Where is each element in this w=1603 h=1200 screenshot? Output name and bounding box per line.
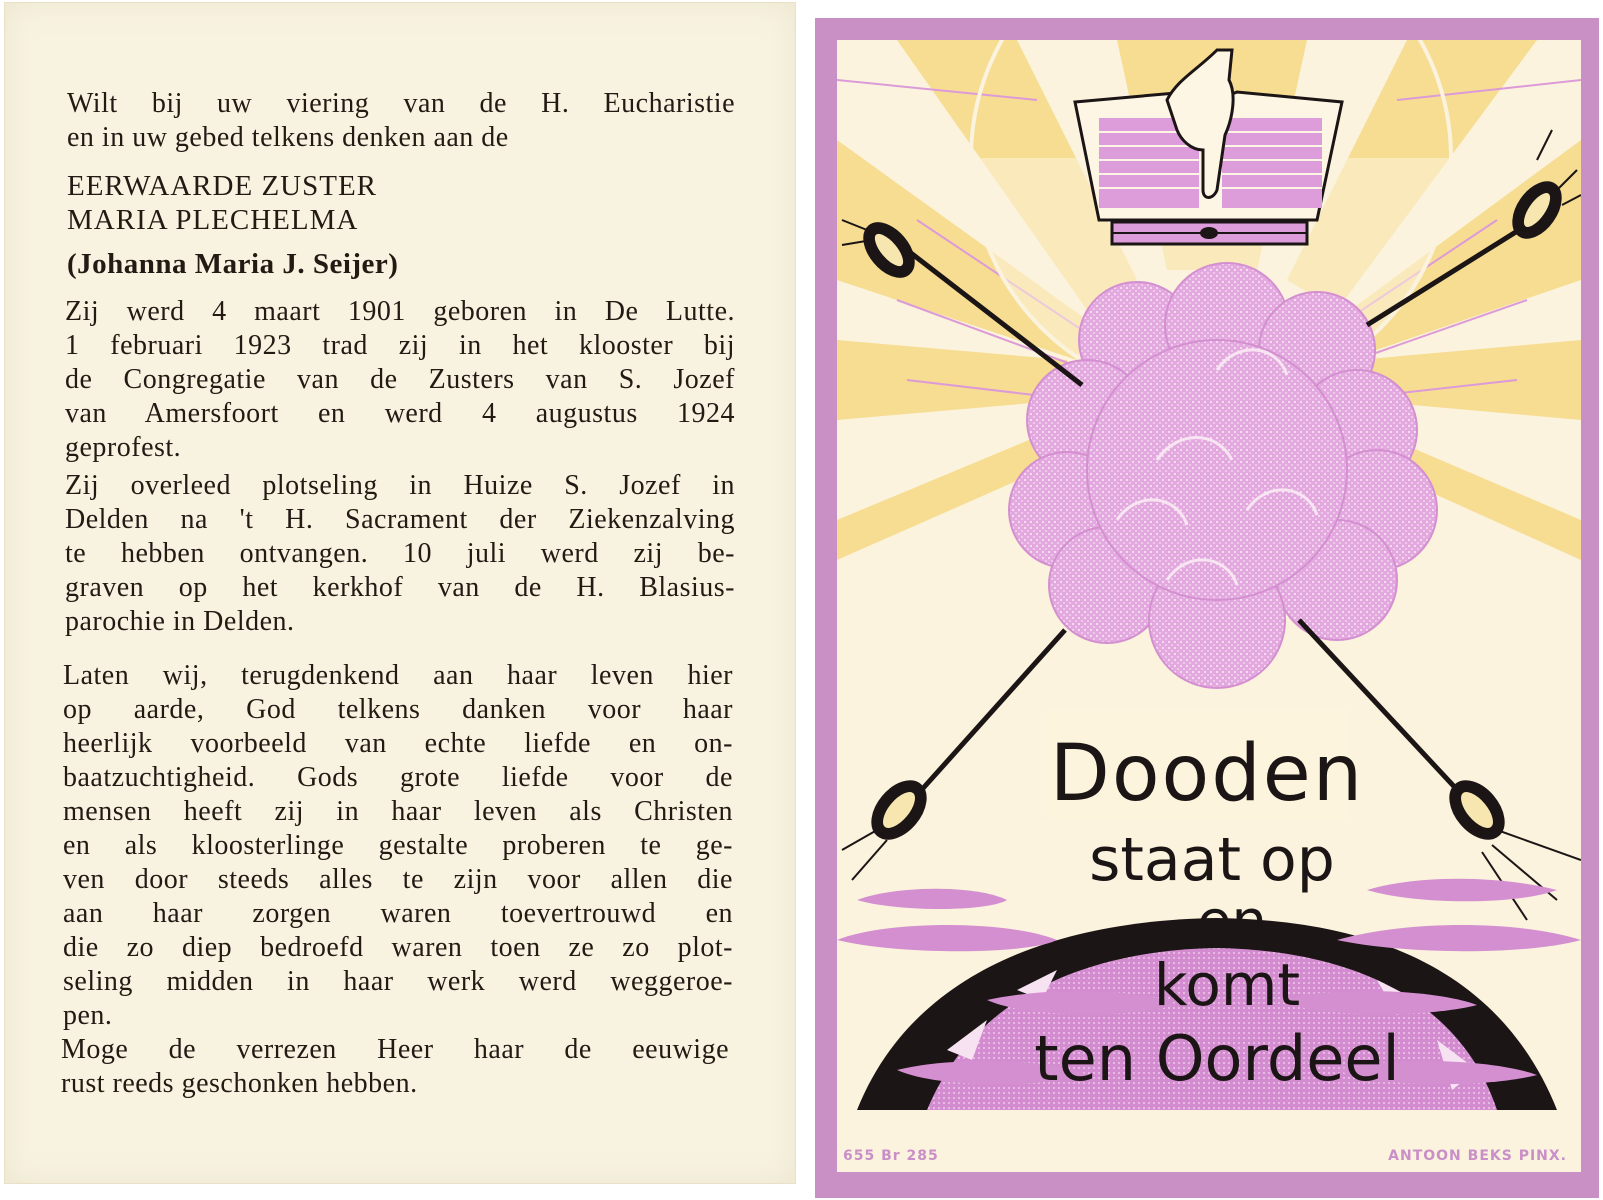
deceased-name: MARIA PLECHELMA — [67, 204, 359, 236]
intro-line: Wilt bij uw viering van de H. Eucharistie — [67, 88, 735, 119]
deceased-title: EERWAARDE ZUSTER — [67, 170, 378, 202]
title-line: komt — [1153, 951, 1301, 1019]
title-line: staat op — [1089, 825, 1335, 895]
text-line: graven op het kerkhof van de H. Blasius- — [65, 572, 735, 603]
last-judgement-illustration — [837, 40, 1581, 1172]
text-line: te hebben ontvangen. 10 juli werd zij be- — [65, 538, 735, 569]
text-line: 1 februari 1923 trad zij in het klooster bij — [65, 330, 735, 361]
text-line: de Congregatie van de Zusters van S. Jozef — [65, 364, 735, 395]
text-line: rust reeds geschonken hebben. — [61, 1068, 418, 1099]
illustration-panel — [837, 40, 1581, 1172]
text-line: Delden na 't H. Sacrament der Ziekenzalving — [65, 504, 735, 535]
artist-credit: ANTOON BEKS PINX. — [1388, 1148, 1567, 1164]
deceased-civil-name: (Johanna Maria J. Seijer) — [67, 248, 399, 280]
title-line: en — [1197, 889, 1267, 954]
text-line: Moge de verrezen Heer haar de eeuwige — [61, 1034, 729, 1065]
text-line: Zij werd 4 maart 1901 geboren in De Lutte. — [65, 296, 735, 327]
text-line: geprofest. — [65, 432, 182, 463]
text-line: die zo diep bedroefd waren toen ze zo plot- — [63, 932, 733, 963]
biography-paragraph — [65, 295, 735, 465]
title-lettering — [1034, 710, 1399, 1095]
text-line: Laten wij, terugdenkend aan haar leven hier — [63, 660, 733, 691]
text-line: pen. — [63, 1000, 113, 1031]
trumpet-icon — [863, 630, 1065, 847]
text-line: parochie in Delden. — [65, 606, 295, 637]
print-code: 655 Br 285 — [843, 1148, 939, 1164]
closing-prayer — [61, 1033, 729, 1101]
death-paragraph — [65, 469, 735, 639]
text-line: seling midden in haar werk werd weggeroe- — [63, 966, 733, 997]
text-line: mensen heeft zij in haar leven als Christen — [63, 796, 733, 827]
text-line: Zij overleed plotseling in Huize S. Jozef in — [65, 470, 735, 501]
text-line: aan haar zorgen waren toevertrouwd en — [63, 898, 733, 929]
text-line: op aarde, God telkens danken voor haar — [63, 694, 733, 725]
intro-text — [67, 87, 735, 155]
prayer-card-back — [4, 2, 796, 1184]
title-line: ten Oordeel — [1034, 1022, 1400, 1095]
text-line: en als kloosterlinge gestalte proberen te ge- — [63, 830, 733, 861]
text-line: heerlijk voorbeeld van echte liefde en on- — [63, 728, 733, 759]
text-line: van Amersfoort en werd 4 augustus 1924 — [65, 398, 735, 429]
text-line: ven door steeds alles te zijn voor allen die — [63, 864, 733, 895]
title-line: Dooden — [1049, 729, 1365, 819]
text-line: baatzuchtigheid. Gods grote liefde voor de — [63, 762, 733, 793]
intro-line: en in uw gebed telkens denken aan de — [67, 122, 509, 153]
prayer-card-front — [815, 18, 1599, 1198]
remembrance-paragraph — [63, 659, 733, 1033]
